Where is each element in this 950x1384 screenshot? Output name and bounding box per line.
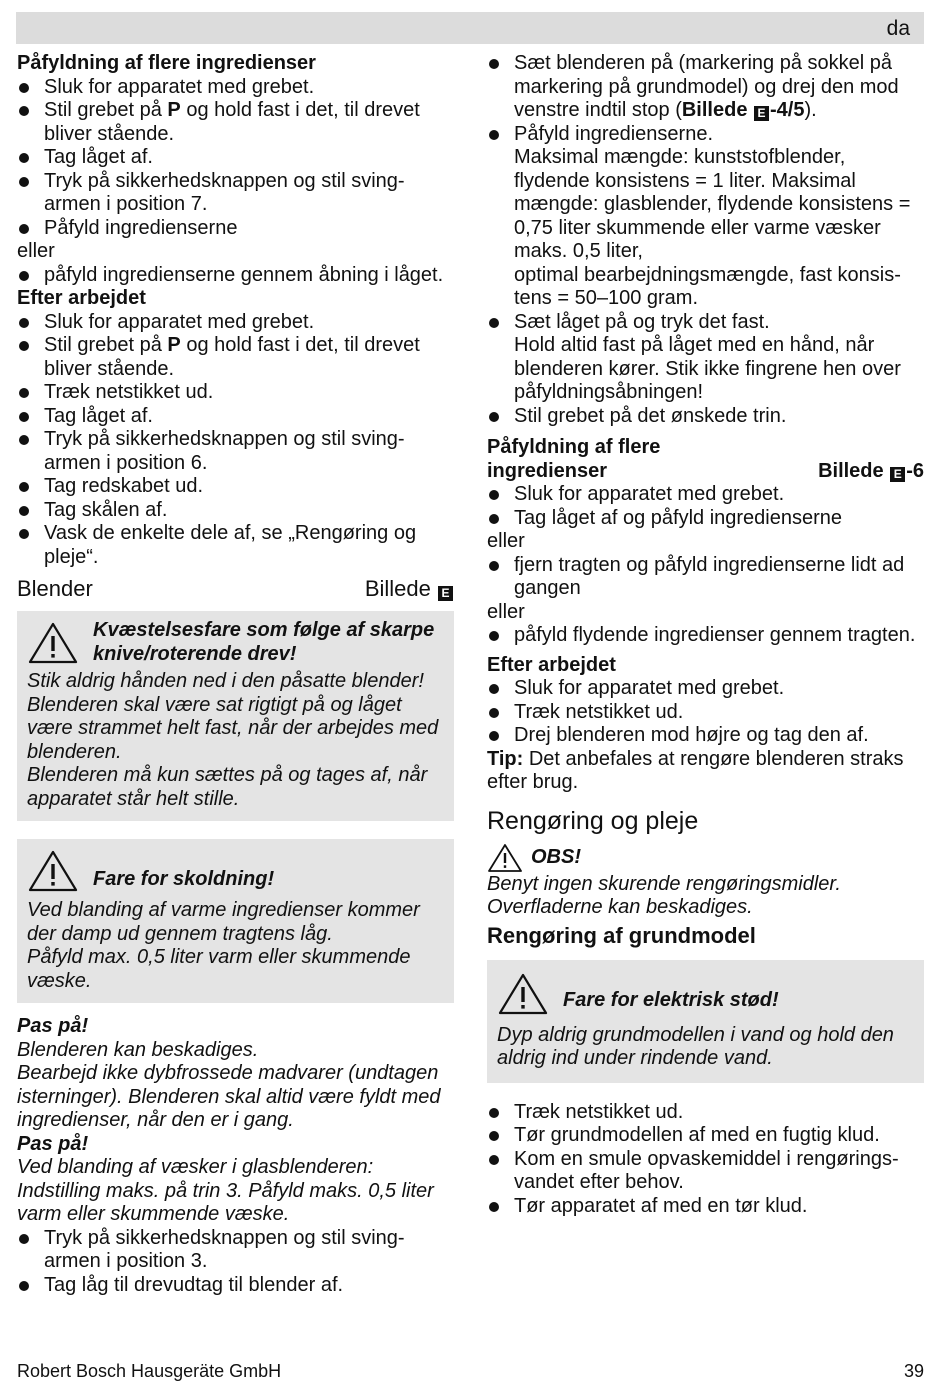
- list-item: fjern tragten og påfyld ingredienserne lidt ad gangen: [487, 554, 924, 601]
- warning-title: Fare for elektrisk stød!: [563, 988, 779, 1011]
- list-item: Stil grebet på P og hold fast i det, til drevet bliver stående.: [17, 99, 454, 146]
- list-item: Sæt blenderen på (markering på sokkel på markering på grundmodel) og drej den mod venstre indtil stop (Billede E -4/5).: [487, 52, 924, 123]
- list-item: Tryk på sikkerhedsknappen og stil sving-armen i position 3.: [17, 1227, 454, 1274]
- blender-heading: [17, 575, 454, 603]
- list-item: Vask de enkelte dele af, se „Rengøring og pleje“.: [17, 522, 454, 569]
- tip-text: Tip: Det anbefales at rengøre blenderen straks efter brug.: [487, 747, 904, 793]
- page-number: 39: [903, 1361, 924, 1381]
- list-item: Kom en smule opvaskemiddel i rengørings-vandet efter behov.: [487, 1148, 924, 1195]
- list-item: påfyld flydende ingredienser gennem tragten.: [487, 624, 924, 648]
- section-title: Påfyldning af flere ingredienser: [17, 52, 316, 74]
- figure-letter-icon: E: [438, 586, 453, 601]
- list-item: Træk netstikket ud.: [487, 701, 924, 725]
- right-column: [487, 52, 924, 1218]
- detail-text: optimal bearbejdningsmængde, fast konsis-tens = 50–100 gram.: [514, 263, 901, 309]
- list-item: Sluk for apparatet med grebet.: [487, 483, 924, 507]
- list-item: Tag låg til drevudtag til blender af.: [17, 1274, 454, 1298]
- list-item: Påfyld ingredienserne.: [487, 123, 924, 147]
- or-text: eller: [487, 600, 525, 623]
- figure-letter-icon: E: [890, 467, 905, 482]
- list-item: Sæt låget på og tryk det fast.: [487, 311, 924, 335]
- obs-heading: [487, 843, 924, 873]
- caution-title: Pas på!: [17, 1132, 89, 1155]
- bullet-list: [487, 624, 924, 648]
- list-item: Tag skålen af.: [17, 499, 454, 523]
- warning-title: Kvæstelsesfare som følge af skarpe knive/roterende drev!: [93, 619, 435, 665]
- warning-text: Blenderen skal være sat rigtigt på og låget være strammet helt fast, når der arbejdes med blenderen.: [27, 693, 439, 763]
- list-item: Tryk på sikkerhedsknappen og stil sving-armen i position 7.: [17, 170, 454, 217]
- care-title: Rengøring og pleje: [487, 806, 699, 835]
- section-title-line: ingredienser: [487, 459, 608, 482]
- injury-warning: [17, 611, 454, 821]
- caution-title: Pas på!: [17, 1015, 89, 1037]
- bullet-list: [487, 554, 924, 601]
- list-item: Sluk for apparatet med grebet.: [17, 311, 454, 335]
- language-code: da: [886, 17, 910, 40]
- base-title: Rengøring af grundmodel: [487, 922, 756, 948]
- list-item: Drej blenderen mod højre og tag den af.: [487, 724, 924, 748]
- bullet-list: [487, 677, 924, 748]
- obs-text: Benyt ingen skurende rengøringsmidler.: [487, 872, 841, 895]
- warning-title: Fare for skoldning!: [93, 868, 275, 891]
- list-item: Træk netstikket ud.: [487, 1101, 924, 1125]
- warning-triangle-icon: [497, 972, 549, 1016]
- obs-text: Overfladerne kan beskadiges.: [487, 896, 753, 918]
- warning-text: Blenderen må kun sættes på og tages af, når apparatet står helt stille.: [27, 764, 428, 810]
- or-text: eller: [487, 530, 525, 552]
- list-item: Tryk på sikkerhedsknappen og stil sving-armen i position 6.: [17, 428, 454, 475]
- warning-text: Stik aldrig hånden ned i den påsatte blender!: [27, 670, 424, 692]
- section-title-line: Påfyldning af flere: [487, 436, 661, 458]
- list-item: Tag låget af.: [17, 146, 454, 170]
- section-title: Efter arbejdet: [487, 653, 616, 676]
- scald-warning: [17, 839, 454, 1003]
- warning-text: Påfyld max. 0,5 liter varm eller skummende væske.: [27, 946, 411, 992]
- list-item: Tag redskabet ud.: [17, 475, 454, 499]
- list-item: Stil grebet på P og hold fast i det, til drevet bliver stående.: [17, 334, 454, 381]
- bullet-list: [17, 76, 454, 241]
- obs-title: OBS!: [531, 845, 581, 868]
- list-item: Sluk for apparatet med grebet.: [487, 677, 924, 701]
- bullet-list: [487, 483, 924, 530]
- footer-company: Robert Bosch Hausgeräte GmbH: [17, 1361, 282, 1381]
- caution-text: Ved blanding af væsker i glasblenderen: Indstilling maks. på trin 3. Påfyld maks. 0,5 liter varm eller skummende væske.: [17, 1156, 434, 1225]
- figure-reference: Billede E -6: [818, 459, 924, 482]
- blender-title: Blender: [17, 576, 93, 601]
- bullet-list: [17, 1227, 454, 1298]
- warning-triangle-icon: [27, 621, 79, 665]
- electric-warning: [487, 960, 924, 1083]
- warning-triangle-icon: [27, 849, 79, 893]
- detail-text: Hold altid fast på låget med en hånd, når blenderen kører. Stik ikke fingrene hen over påfyldningsåbningen!: [514, 334, 901, 403]
- list-item: Påfyld ingredienserne: [17, 217, 454, 241]
- list-item: Sluk for apparatet med grebet.: [17, 76, 454, 100]
- left-column: [17, 52, 454, 1297]
- warning-triangle-icon: [487, 843, 523, 873]
- list-item: Tag låget af og påfyld ingredienserne: [487, 507, 924, 531]
- section-title: Efter arbejdet: [17, 287, 146, 309]
- list-item: Tag låget af.: [17, 405, 454, 429]
- detail-text: Maksimal mængde: kunststofblender, flydende konsistens = 1 liter. Maksimal mængde: glasblender, flydende konsistens = 0,75 liter skummende eller varme væsker maks. 0,5 liter,: [514, 146, 911, 262]
- bullet-list: [487, 1101, 924, 1219]
- figure-letter-icon: E: [754, 106, 769, 121]
- caution-text: Bearbejd ikke dybfrossede madvarer (undtagen isterninger). Blenderen skal altid være fyldt med ingredienser, når den er i gang.: [17, 1062, 441, 1131]
- bullet-list: [487, 311, 924, 335]
- list-item: Tør grundmodellen af med en fugtig klud.: [487, 1124, 924, 1148]
- bullet-list: [17, 311, 454, 570]
- warning-text: Dyp aldrig grundmodellen i vand og hold den aldrig ind under rindende vand.: [497, 1023, 894, 1069]
- warning-text: Ved blanding af varme ingredienser kommer der damp ud gennem tragtens låg.: [27, 899, 420, 945]
- bullet-list: [487, 405, 924, 429]
- figure-reference: Billede E: [365, 575, 454, 603]
- list-item: påfyld ingredienserne gennem åbning i låget.: [17, 264, 454, 288]
- or-text: eller: [17, 240, 55, 262]
- list-item: Træk netstikket ud.: [17, 381, 454, 405]
- header-bar: [16, 12, 924, 44]
- caution-text: Blenderen kan beskadiges.: [17, 1038, 259, 1061]
- bullet-list: [17, 264, 454, 288]
- bullet-list: [487, 52, 924, 146]
- list-item: Tør apparatet af med en tør klud.: [487, 1195, 924, 1219]
- section-heading: [487, 436, 924, 483]
- list-item: Stil grebet på det ønskede trin.: [487, 405, 924, 429]
